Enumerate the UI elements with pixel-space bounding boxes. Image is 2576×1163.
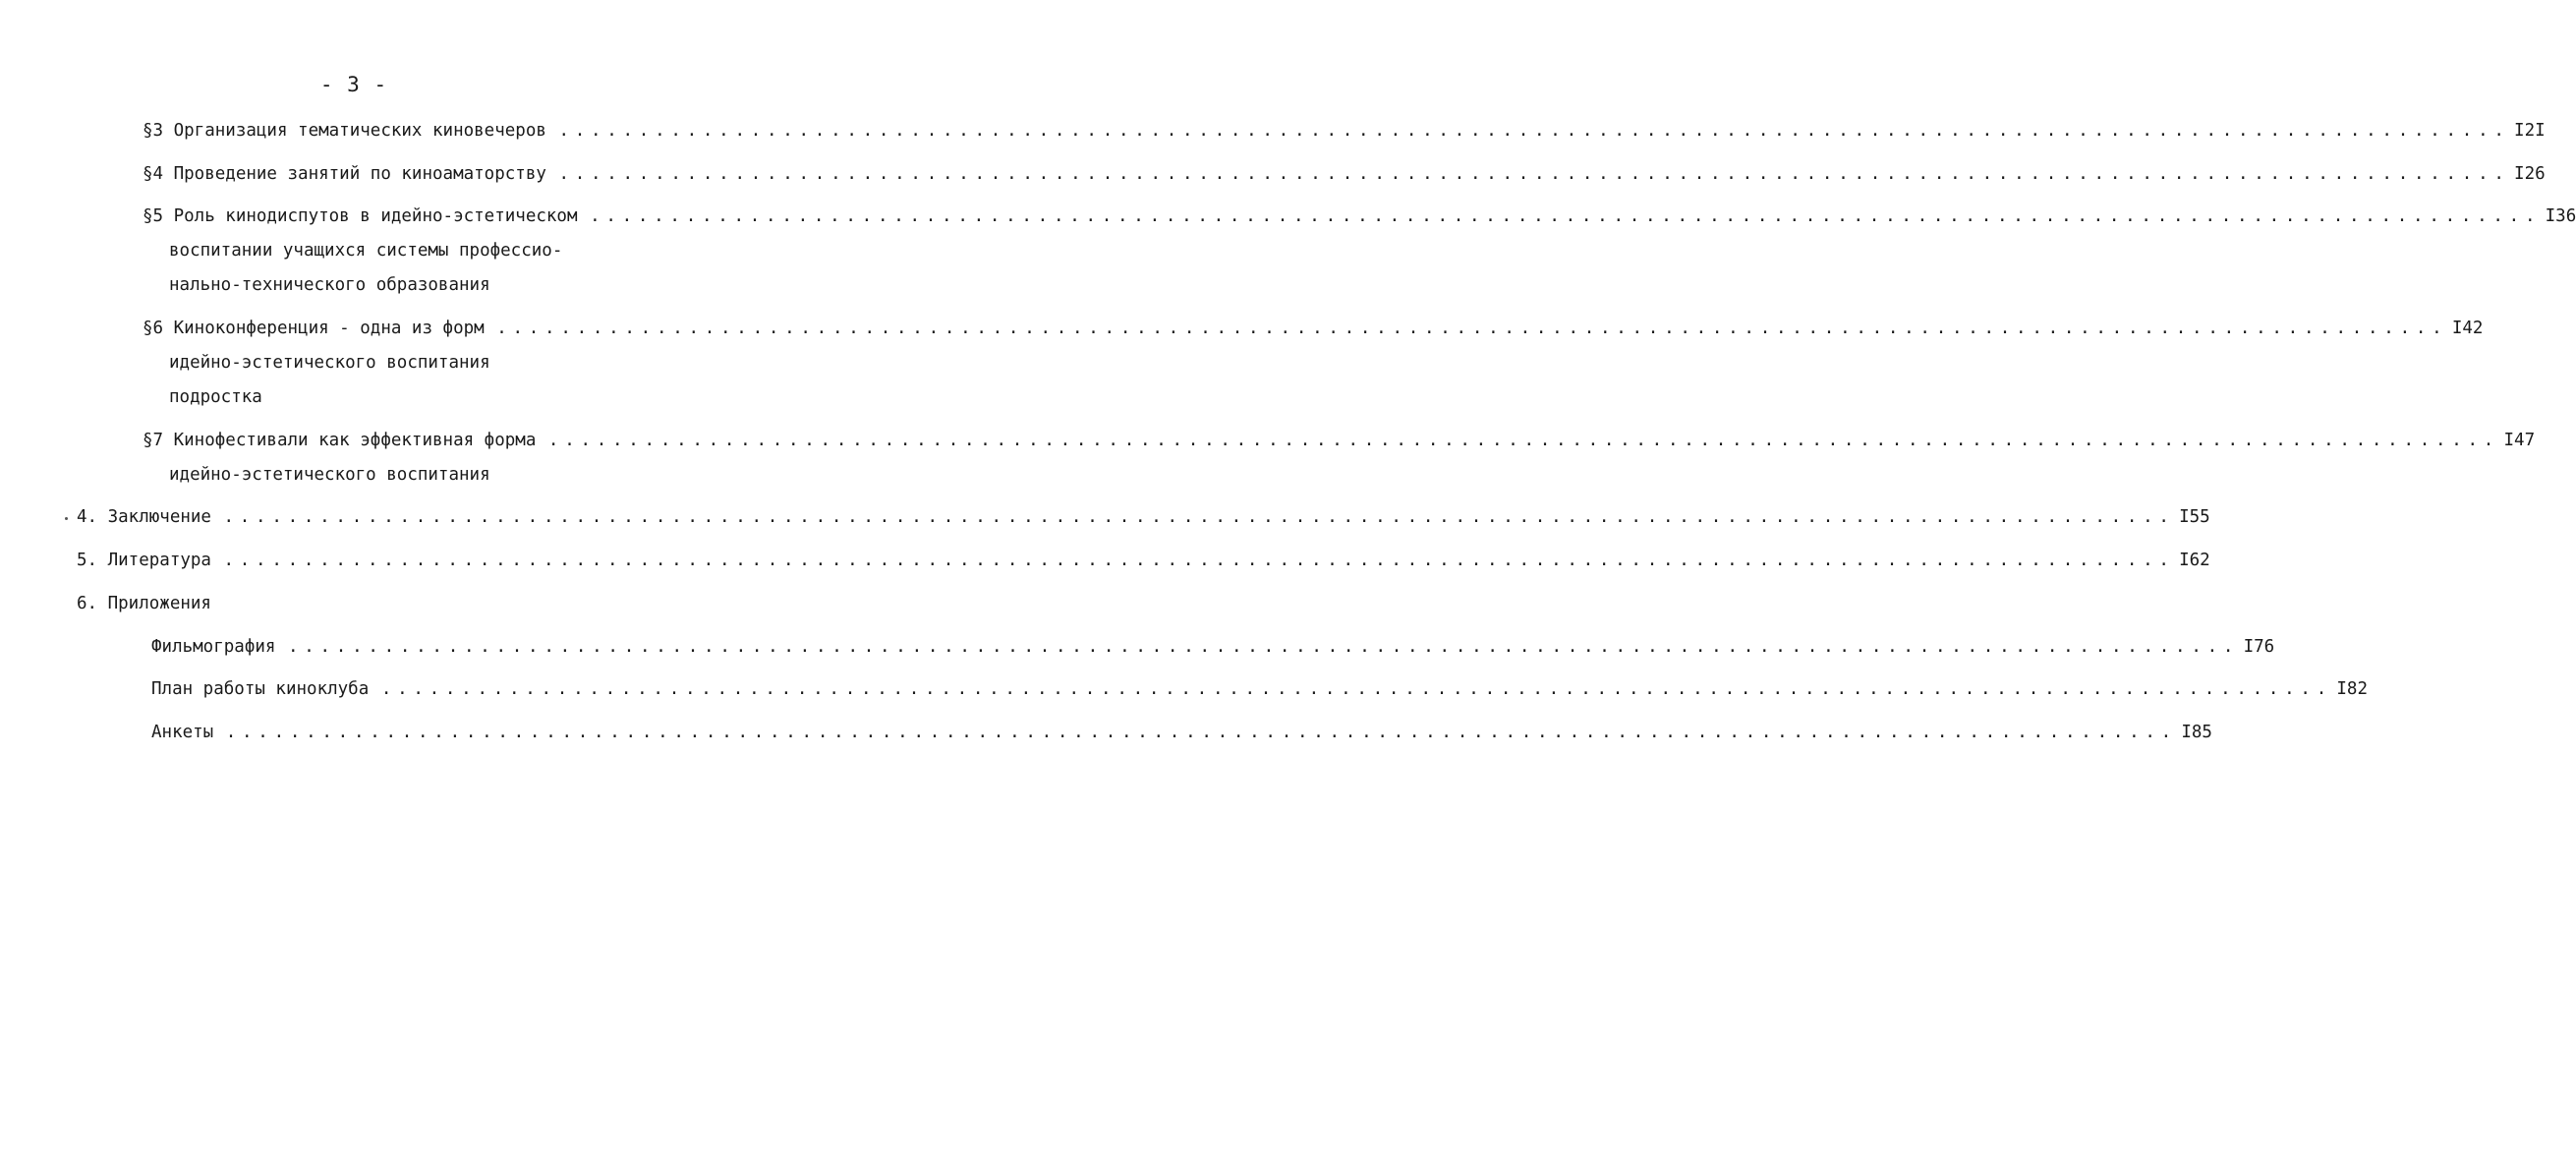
toc-chapter-4 [77, 500, 2210, 535]
toc-chapter-title: 6. Приложения [77, 594, 211, 613]
toc-entry-s5 [143, 200, 2576, 303]
dot-leader [288, 637, 2231, 657]
toc-entry-continuation: нально-технического образования [169, 275, 490, 295]
toc-entry-line [151, 672, 2368, 707]
toc-entry-title: §5 Роль кинодиспутов в идейно-эстетическом [143, 206, 578, 226]
dot-leader [558, 121, 2501, 141]
toc-appendix-2 [151, 672, 2368, 707]
toc-appendix-page: I82 [2336, 679, 2368, 699]
toc-appendix-title: Анкеты [151, 723, 214, 742]
toc-appendix-page: I85 [2181, 723, 2212, 742]
toc-entry-s4 [143, 157, 2546, 192]
toc-appendix-title: Фильмография [151, 637, 276, 657]
toc-entry-line [151, 630, 2275, 665]
dot-leader [496, 319, 2439, 338]
toc-chapter-5 [77, 544, 2210, 578]
toc-entry-page: I42 [2451, 319, 2484, 338]
toc-entry-line [143, 312, 2484, 346]
dot-leader [558, 164, 2501, 184]
toc-entry-line [143, 157, 2546, 192]
toc-entry-s3 [143, 114, 2546, 148]
toc-entry-line [151, 716, 2212, 750]
dot-leader [590, 206, 2533, 226]
toc-appendix-title: План работы киноклуба [151, 679, 370, 699]
dot-leader [548, 431, 2491, 450]
toc-appendix-3 [151, 716, 2212, 750]
toc-chapter-page: I55 [2179, 507, 2210, 527]
toc-appendix-page: I76 [2243, 637, 2275, 657]
toc-chapter-title: 4. Заключение [77, 507, 211, 527]
dot-leader [226, 723, 2169, 742]
toc-entry-line [77, 500, 2210, 535]
stray-mark [65, 517, 68, 520]
toc-entry-page: I47 [2503, 431, 2536, 450]
toc-entry-line [143, 200, 2576, 234]
toc-entry-page: I36 [2545, 206, 2576, 226]
toc-entry-page: I26 [2514, 164, 2546, 184]
toc-chapter-6 [77, 587, 703, 621]
toc-entry-line [143, 114, 2546, 148]
toc-chapter-title: 5. Литература [77, 551, 211, 570]
toc-entry-title: §3 Организация тематических киновечеров [143, 121, 546, 141]
toc-entry-continuation: идейно-эстетического воспитания [169, 465, 490, 485]
toc-entry-title: §6 Киноконференция - одна из форм [143, 319, 485, 338]
toc-entry-continuation: воспитании учащихся системы профессио- [169, 241, 563, 261]
dot-leader [224, 507, 2167, 527]
toc-entry-title: §4 Проведение занятий по кинoaматорству [143, 164, 546, 184]
toc-chapter-page: I62 [2179, 551, 2210, 570]
toc-entry-continuation: подростка [169, 387, 262, 407]
dot-leader [381, 679, 2324, 699]
toc-entry-continuation: идейно-эстетического воспитания [169, 353, 490, 373]
toc-entry-s7 [143, 424, 2536, 493]
toc-appendix-1 [151, 630, 2275, 665]
toc-entry-line [77, 544, 2210, 578]
toc-entry-line [143, 424, 2536, 458]
toc-entry-page: I2I [2514, 121, 2546, 141]
toc-entry-title: §7 Кинофестивали как эффективная форма [143, 431, 537, 450]
dot-leader [224, 551, 2167, 570]
page-number: - 3 - [319, 73, 388, 96]
toc-entry-s6 [143, 312, 2484, 415]
